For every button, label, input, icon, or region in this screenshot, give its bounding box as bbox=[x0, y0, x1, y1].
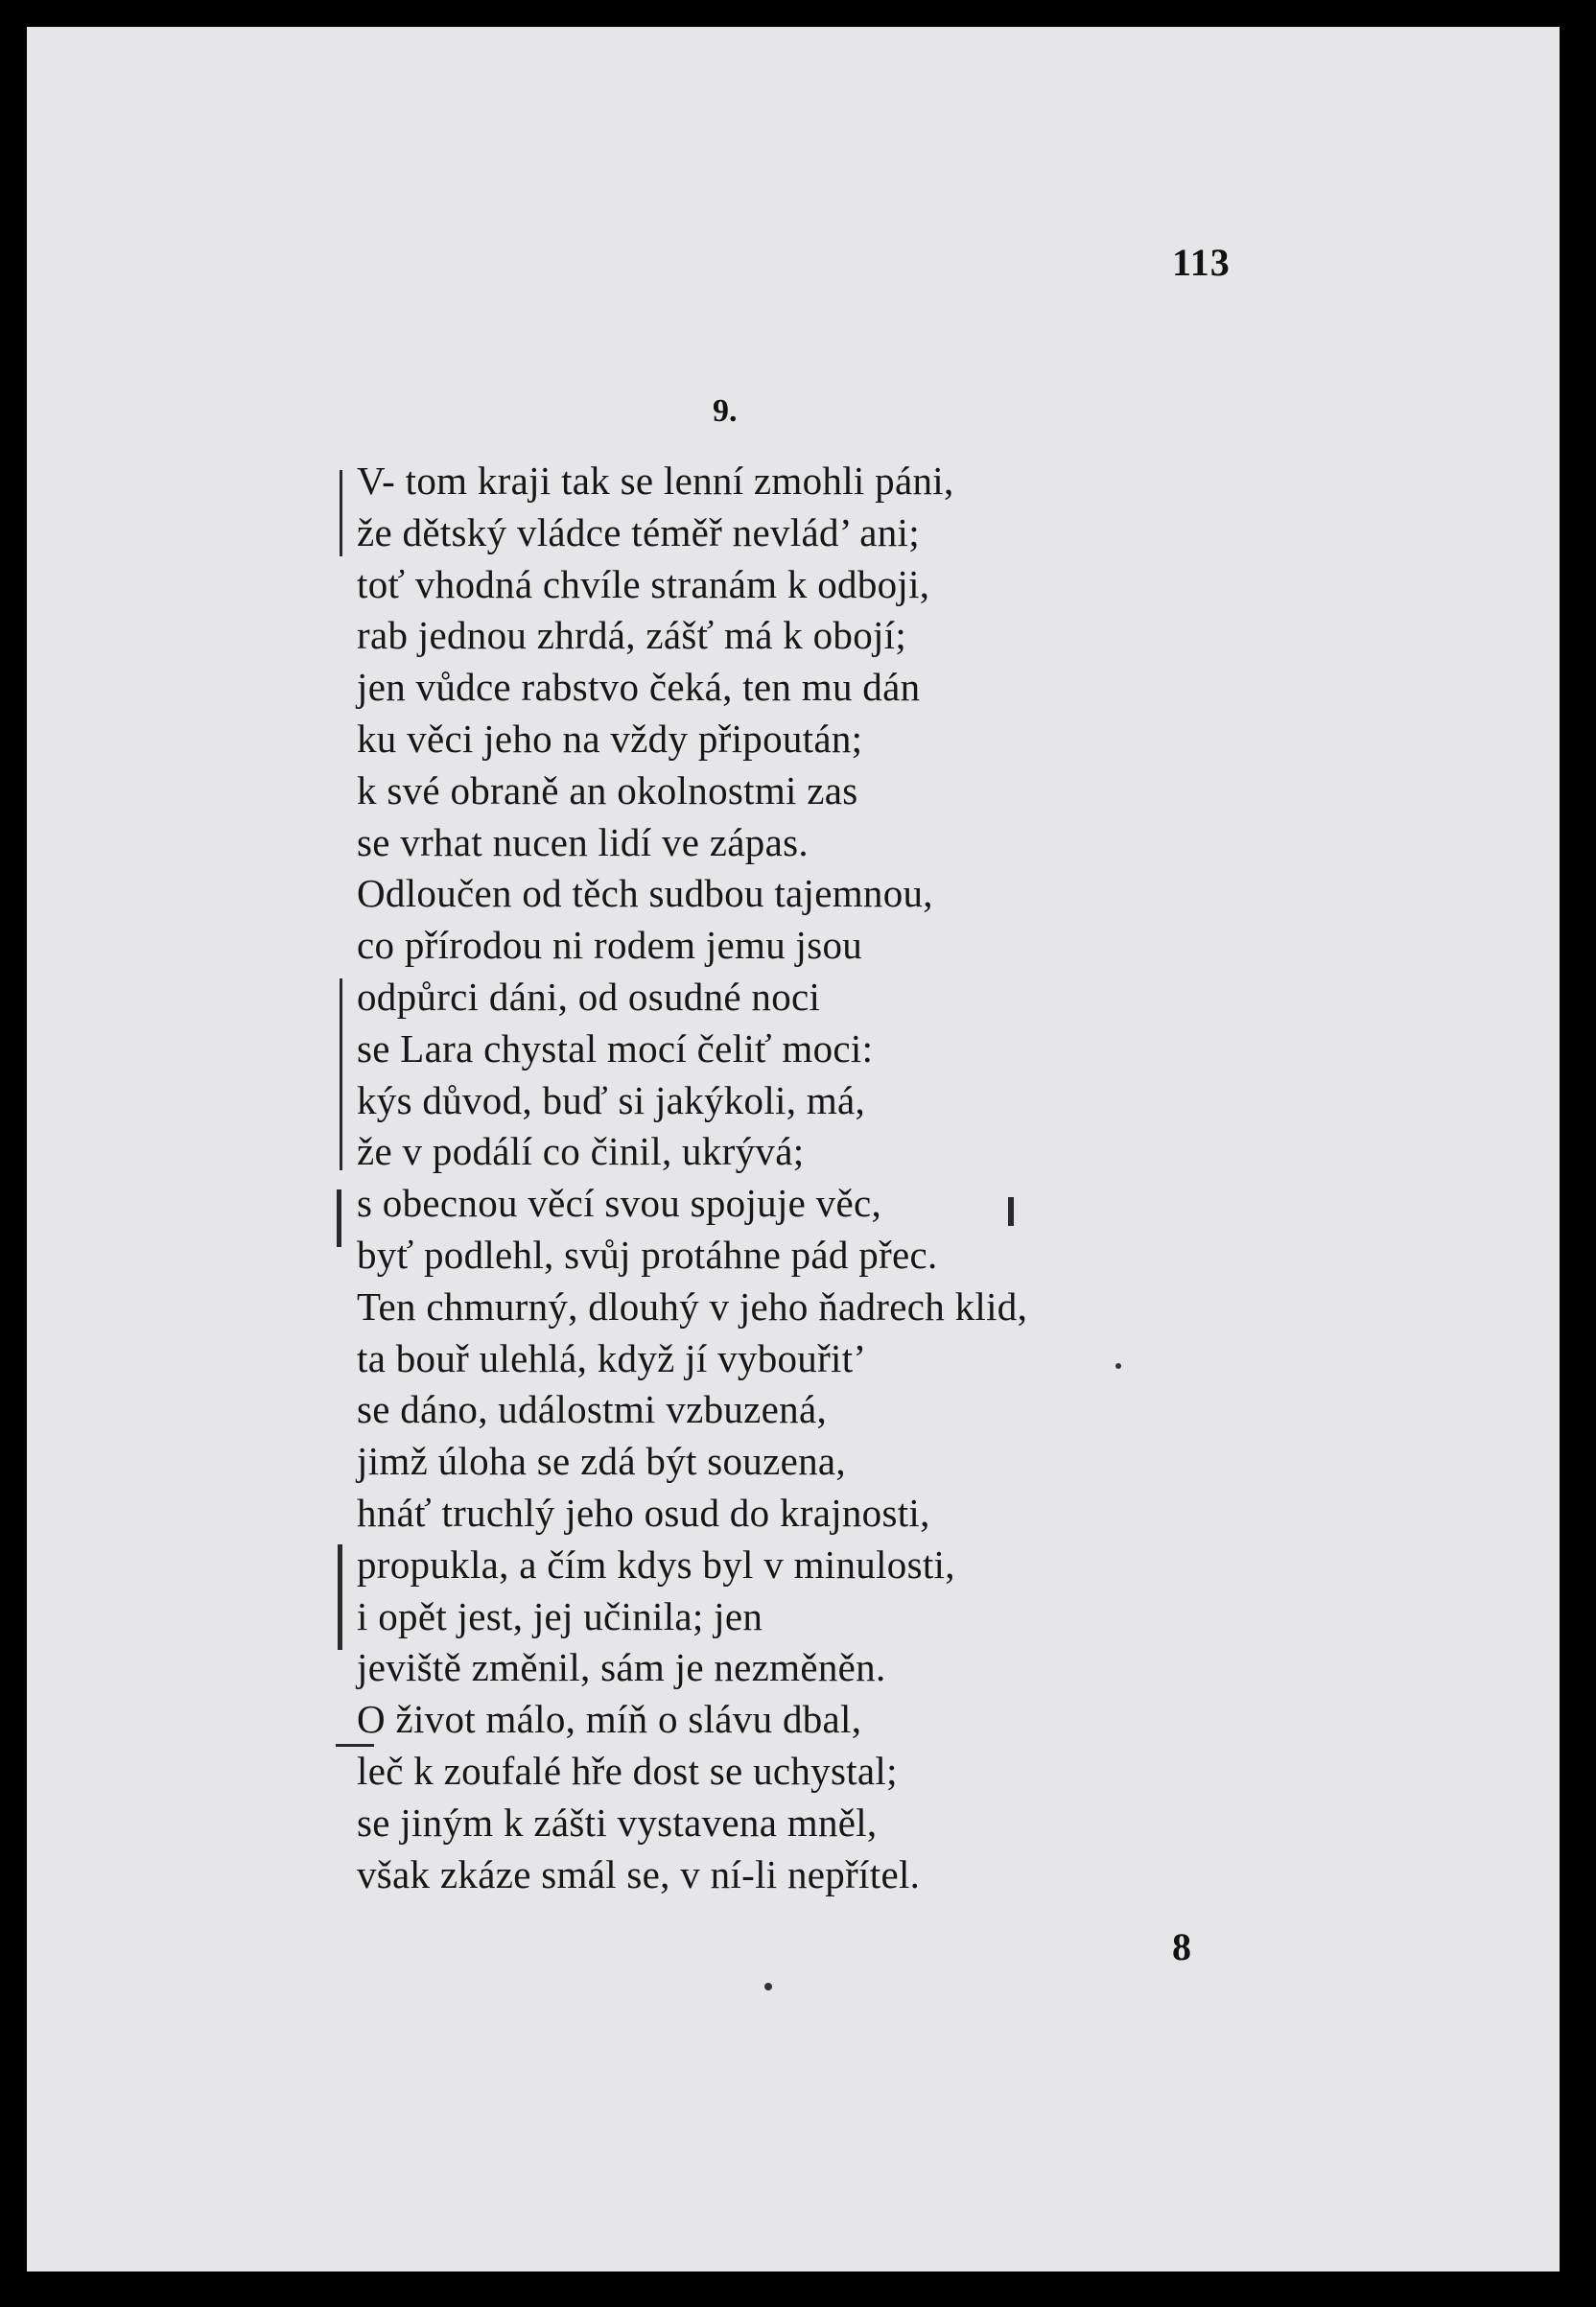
poem-line: leč k zoufalé hře dost se uchystal; bbox=[357, 1748, 898, 1793]
poem-line: jimž úloha se zdá být souzena, bbox=[357, 1439, 846, 1484]
margin-mark bbox=[340, 470, 342, 556]
poem-line: V- tom kraji tak se lenní zmohli páni, bbox=[357, 459, 954, 503]
poem-line: Odloučen od těch sudbou tajemnou, bbox=[357, 871, 933, 916]
margin-mark bbox=[337, 1189, 341, 1247]
poem-line: jen vůdce rabstvo čeká, ten mu dán bbox=[357, 665, 921, 710]
speck-mark bbox=[1115, 1363, 1121, 1369]
poem-line: však zkáze smál se, v ní-li nepřítel. bbox=[357, 1851, 921, 1896]
margin-mark bbox=[1008, 1197, 1014, 1226]
poem-line: hnáť truchlý jeho osud do krajnosti, bbox=[357, 1490, 930, 1535]
poem-line: odpůrci dáni, od osudné noci bbox=[357, 974, 821, 1019]
poem-line: ta bouř ulehlá, když jí vybouřit’ bbox=[357, 1335, 867, 1380]
signature-mark: 8 bbox=[1172, 1925, 1191, 1968]
poem-line: se jiným k zášti vystavena mněl, bbox=[357, 1800, 878, 1845]
poem-line: Ten chmurný, dlouhý v jeho ňadrech klid, bbox=[357, 1283, 1028, 1329]
poem-stanza bbox=[357, 456, 1220, 1900]
poem-line: propukla, a čím kdys byl v minulosti, bbox=[357, 1542, 955, 1587]
poem-line: toť vhodná chvíle stranám k odboji, bbox=[357, 561, 930, 606]
poem-line: byť podlehl, svůj protáhne pád přec. bbox=[357, 1232, 938, 1277]
poem-line: ku věci jeho na vždy připoután; bbox=[357, 716, 863, 761]
section-number: 9. bbox=[713, 393, 738, 429]
poem-line: se dáno, událostmi vzbuzená, bbox=[357, 1387, 828, 1432]
poem-line: kýs důvod, buď si jakýkoli, má, bbox=[357, 1077, 866, 1122]
poem-line: se Lara chystal mocí čeliť moci: bbox=[357, 1025, 874, 1071]
poem-line: že dětský vládce téměř nevlád’ ani; bbox=[357, 509, 920, 554]
poem-line: i opět jest, jej učinila; jen bbox=[357, 1593, 763, 1638]
poem-line: s obecnou věcí svou spojuje věc, bbox=[357, 1181, 882, 1226]
margin-mark bbox=[336, 1744, 374, 1747]
poem-line: rab jednou zhrdá, zášť má k obojí; bbox=[357, 613, 907, 658]
speck-mark bbox=[764, 1983, 772, 1990]
page-number: 113 bbox=[1172, 241, 1231, 284]
poem-line: k své obraně an okolnostmi zas bbox=[357, 767, 858, 812]
poem-line: jeviště změnil, sám je nezměněn. bbox=[357, 1645, 886, 1690]
poem-line: O život málo, míň o slávu dbal, bbox=[357, 1697, 862, 1742]
poem-line: se vrhat nucen lidí ve zápas. bbox=[357, 819, 809, 864]
margin-mark bbox=[338, 1544, 342, 1650]
margin-mark bbox=[340, 978, 342, 1170]
poem-line: co přírodou ni rodem jemu jsou bbox=[357, 923, 863, 968]
poem-line: že v podálí co činil, ukrývá; bbox=[357, 1129, 805, 1174]
